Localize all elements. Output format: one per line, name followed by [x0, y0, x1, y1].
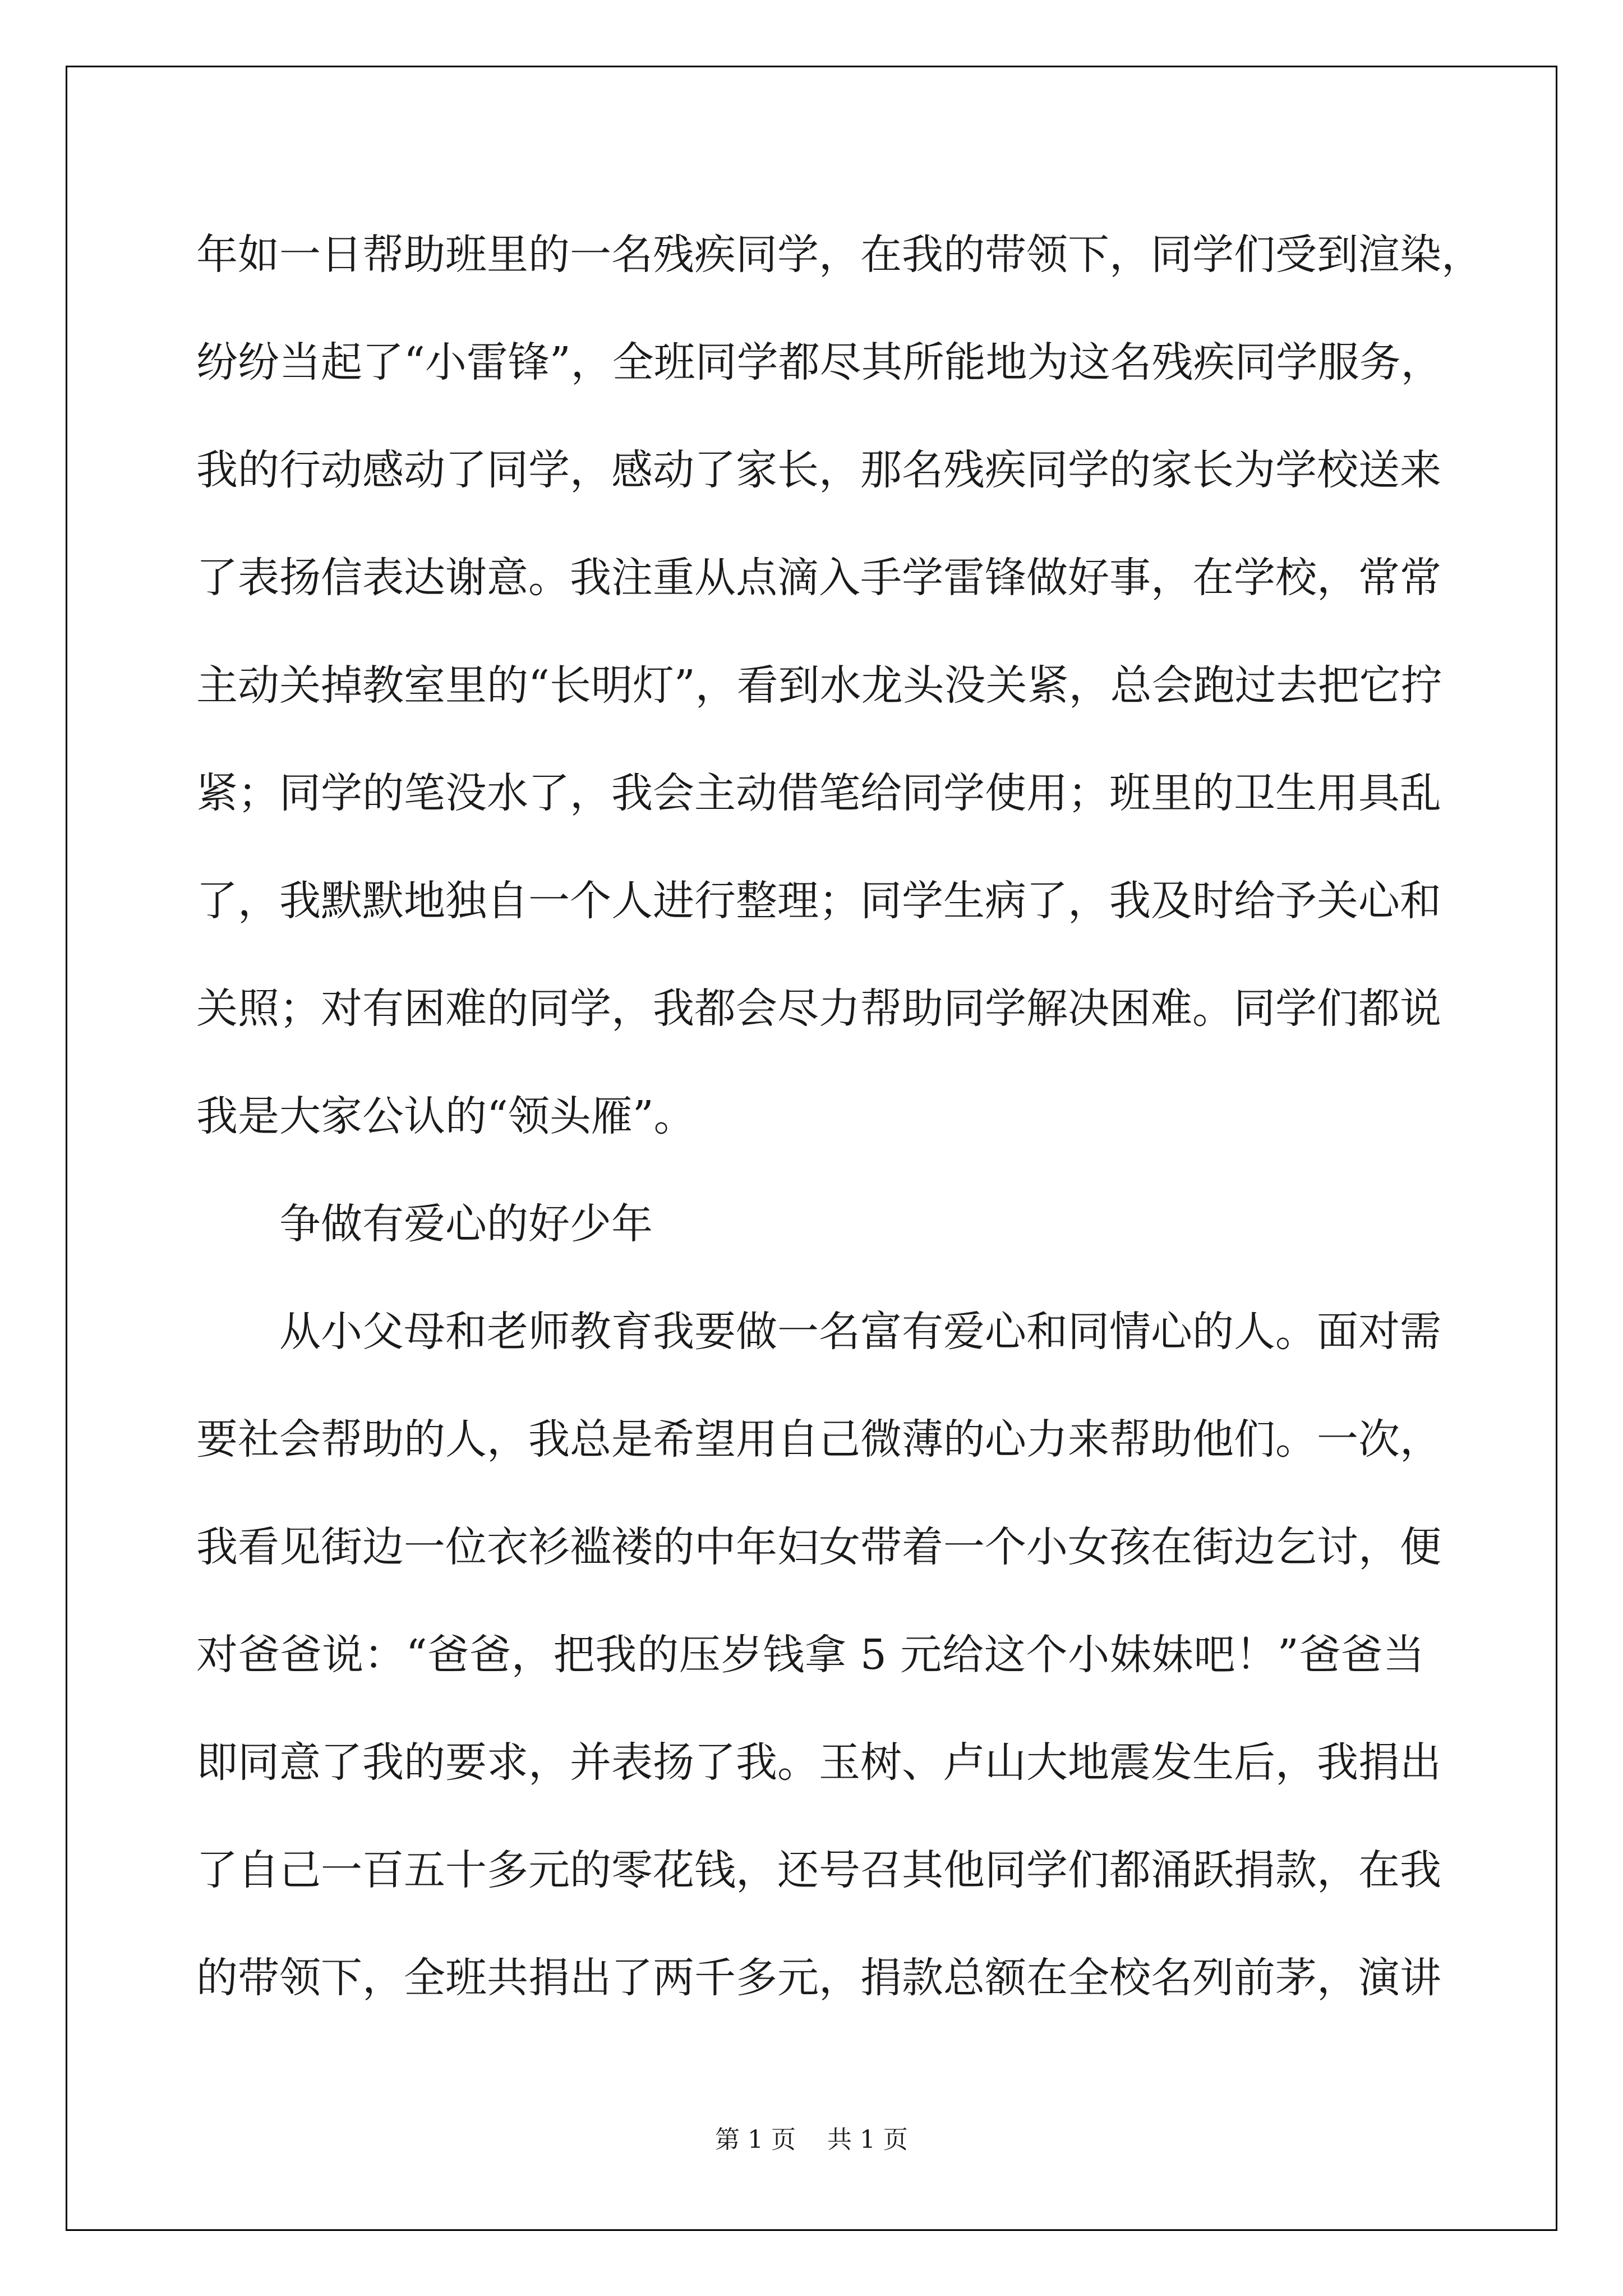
text-line: 年如一日帮助班里的一名残疾同学，在我的带领下，同学们受到渲染， [196, 231, 1483, 279]
text-line: 纷纷当起了“小雷锋”，全班同学都尽其所能地为这名残疾同学服务， [196, 338, 1442, 386]
text-line: 我的行动感动了同学，感动了家长，那名残疾同学的家长为学校送来 [196, 446, 1441, 494]
page-footer [0, 2123, 1623, 2157]
section-heading: 争做有爱心的好少年 [279, 1200, 653, 1248]
document-body [196, 201, 1483, 2032]
text-line: 关照；对有困难的同学，我都会尽力帮助同学解决困难。同学们都说 [196, 984, 1441, 1033]
text-line: 我看见街边一位衣衫褴褛的中年妇女带着一个小女孩在街边乞讨，便 [196, 1523, 1441, 1571]
text-line: 从小父母和老师教育我要做一名富有爱心和同情心的人。面对需 [279, 1308, 1441, 1356]
footer-spacer [796, 2125, 827, 2154]
page-total: 共 1 页 [827, 2125, 908, 2154]
text-line: 了表扬信表达谢意。我注重从点滴入手学雷锋做好事，在学校，常常 [196, 554, 1441, 602]
text-line: 紧；同学的笔没水了，我会主动借笔给同学使用；班里的卫生用具乱 [196, 769, 1441, 817]
text-line: 的带领下，全班共捐出了两千多元，捐款总额在全校名列前茅，演讲 [196, 1954, 1441, 2002]
text-line: 主动关掉教室里的“长明灯”，看到水龙头没关紧，总会跑过去把它拧 [196, 661, 1442, 710]
text-line: 对爸爸说：“爸爸，把我的压岁钱拿 5 元给这个小妹妹吧！”爸爸当 [196, 1631, 1424, 1679]
text-line: 要社会帮助的人，我总是希望用自己微薄的心力来帮助他们。一次， [196, 1415, 1441, 1464]
text-line: 我是大家公认的“领头雁”。 [196, 1092, 695, 1140]
text-line: 了，我默默地独自一个人进行整理；同学生病了，我及时给予关心和 [196, 877, 1441, 925]
text-line: 即同意了我的要求，并表扬了我。玉树、卢山大地震发生后，我捐出 [196, 1738, 1441, 1787]
text-line: 了自己一百五十多元的零花钱，还号召其他同学们都涌跃捐款，在我 [196, 1846, 1441, 1894]
page-number: 第 1 页 [715, 2125, 796, 2154]
